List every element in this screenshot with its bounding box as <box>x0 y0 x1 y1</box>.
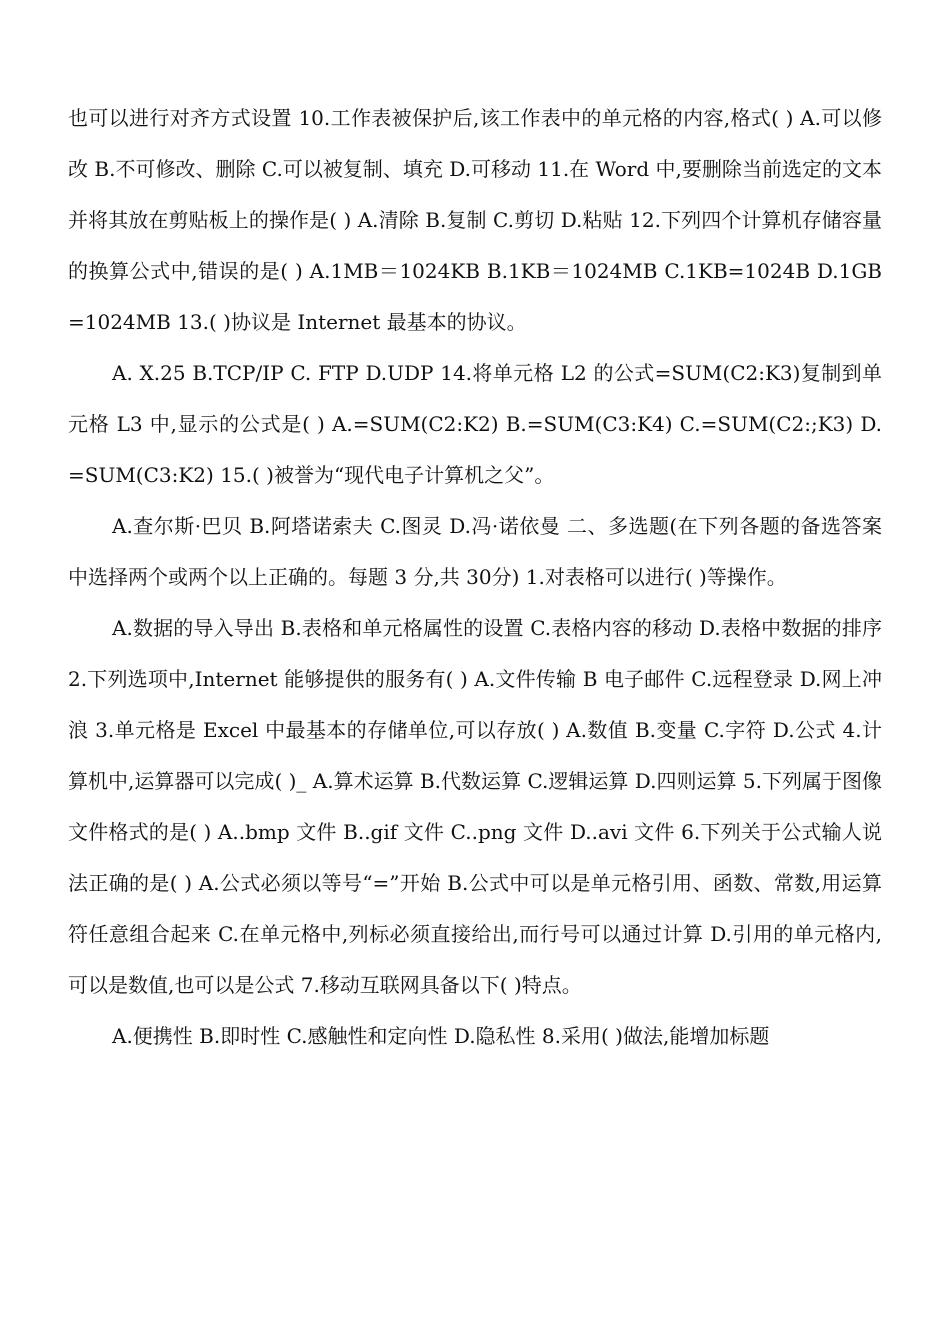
paragraph-3: A.查尔斯·巴贝 B.阿塔诺索夫 C.图灵 D.冯·诺依曼 二、多选题(在下列各题的备选答案中选择两个或两个以上正确的。每题 3 分,共 30分) 1.对表格可以进行( )等操作。 <box>68 514 882 589</box>
paragraph-5: A.便携性 B.即时性 C.感触性和定向性 D.隐私性 8.采用( )做法,能增加标题 <box>112 1024 770 1048</box>
document-page <box>68 93 882 1062</box>
paragraph-4: A.数据的导入导出 B.表格和单元格属性的设置 C.表格内容的移动 D.表格中数据的排序 2.下列选项中,Internet 能够提供的服务有( ) A.文件传输 B 电子邮件 C.远程登录 D.网上冲浪 3.单元格是 Excel 中最基本的存储单位,可以存放( ) A.数值 B.变量 C.字符 D.公式 4.计算机中,运算器可以完成( )_ A.算术运算 B.代数运算 C.逻辑运算 D.四则运算 5.下列属于图像文件格式的是( ) A..bmp 文件 B..gif 文件 C..png 文件 D..avi 文件 6.下列关于公式输人说法正确的是( ) A.公式必须以等号“=”开始 B.公式中可以是单元格引用、函数、常数,用运算符任意组合起来 C.在单元格中,列标必须直接给出,而行号可以通过计算 D.引用的单元格内,可以是数值,也可以是公式 7.移动互联网具备以下( )特点。 <box>68 616 882 997</box>
paragraph-1: 也可以进行对齐方式设置 10.工作表被保护后,该工作表中的单元格的内容,格式( ) A.可以修改 B.不可修改、删除 C.可以被复制、填充 D.可移动 11.在 Word 中,要删除当前选定的文本并将其放在剪贴板上的操作是( ) A.清除 B.复制 C.剪切 D.粘贴 12.下列四个计算机存储容量的换算公式中,错误的是( ) A.1MB＝1024KB B.1KB＝1024MB C.1KB=1024B D.1GB=1024MB 13.( )协议是 Internet 最基本的协议。 <box>68 106 882 334</box>
paragraph-2: A. X.25 B.TCP/IP C. FTP D.UDP 14.将单元格 L2 的公式=SUM(C2:K3)复制到单元格 L3 中,显示的公式是( ) A.=SUM(C2:K2) B.=SUM(C3:K4) C.=SUM(C2:;K3) D.=SUM(C3:K2) 15.( )被誉为“现代电子计算机之父”。 <box>68 361 882 487</box>
